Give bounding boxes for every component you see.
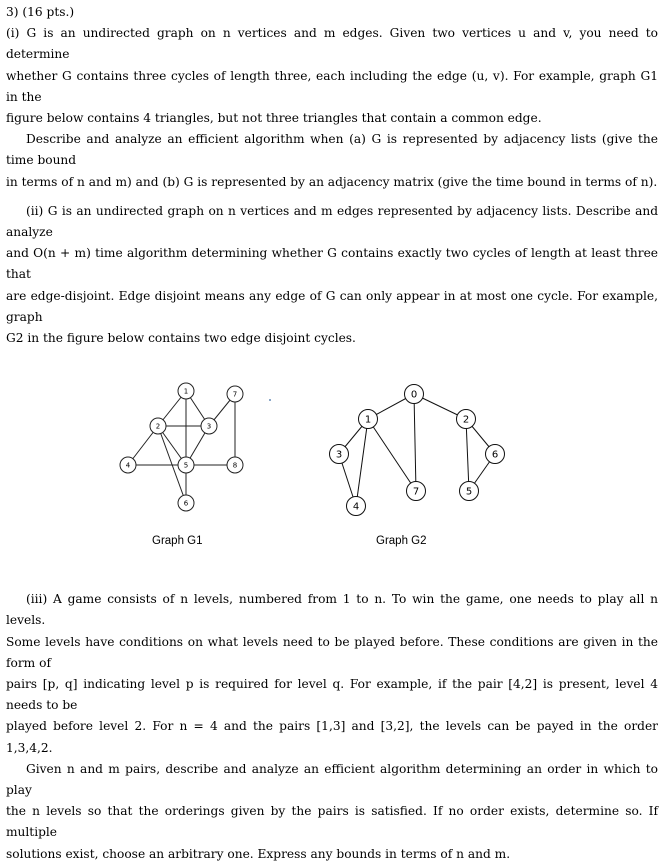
part-ii-line: G2 in the figure below contains two edge disjoint cycles.: [6, 331, 356, 346]
g2-node: [407, 482, 426, 501]
g2-node-label: 2: [462, 414, 470, 426]
g1-node: [178, 457, 194, 473]
g2-edge: [368, 419, 416, 491]
part-iii-line: Some levels have conditions on what levels need to be played before. These conditions are given in the form of: [6, 634, 658, 670]
g2-node-label: 0: [410, 389, 418, 401]
g1-node-label: 2: [155, 422, 161, 431]
g2-node-label: 3: [335, 449, 343, 461]
g2-edge: [414, 394, 416, 491]
g2-edge: [466, 419, 469, 491]
g2-node: [359, 410, 378, 429]
part-iii-line: Given n and m pairs, describe and analyze an efficient algorithm determining an order in which to play: [6, 761, 658, 798]
g2-node: [460, 482, 479, 501]
g1-node-label: 3: [206, 422, 212, 431]
g2-node: [457, 410, 476, 429]
g1-node-label: 5: [183, 461, 189, 470]
problem-header: 3) (16 pts.): [6, 5, 75, 19]
g2-node-label: 1: [364, 414, 372, 426]
part-i-line: in terms of n and m) and (b) G is represented by an adjacency matrix (give the time bound in terms of n).: [6, 174, 658, 189]
g1-node: [227, 457, 243, 473]
g2-node: [486, 445, 505, 464]
graph-figure-svg: [6, 351, 658, 589]
part-iii-line: played before level 2. For n = 4 and the pairs [1,3] and [3,2], the levels can be payed in the order 1,3,4,2.: [6, 719, 658, 755]
graph-g1: [120, 383, 243, 511]
g2-node: [347, 497, 366, 516]
part-i-line: figure below contains 4 triangles, but not three triangles that contain a common edge.: [6, 111, 542, 126]
g1-node-label: 7: [232, 390, 238, 399]
problem-document: [6, 2, 658, 865]
g1-node: [178, 495, 194, 511]
g1-node-label: 6: [183, 499, 189, 508]
g1-node: [120, 457, 136, 473]
g2-node: [330, 445, 349, 464]
part-ii-line: are edge-disjoint. Edge disjoint means any edge of G can only appear in at most one cycle. For example, graph: [6, 288, 658, 324]
part-iii-line: (iii) A game consists of n levels, numbered from 1 to n. To win the game, one needs to play all n levels.: [6, 592, 658, 628]
g1-node: [178, 383, 194, 399]
g1-node: [150, 418, 166, 434]
part-iii-line: pairs [p, q] indicating level p is required for level q. For example, if the pair [4,2] is present, level 4 needs to be: [6, 677, 658, 713]
graph-g2: [330, 385, 505, 516]
part-i-line: whether G contains three cycles of length three, each including the edge (u, v). For example, graph G1 in the: [6, 68, 658, 104]
g1-caption: Graph G1: [152, 535, 203, 548]
part-iii-line: solutions exist, choose an arbitrary one. Express any bounds in terms of n and m.: [6, 846, 511, 861]
g1-node-label: 1: [183, 387, 189, 396]
part-ii-line: (ii) G is an undirected graph on n vertices and m edges represented by adjacency lists. Describe and analyze: [6, 203, 658, 240]
part-iii-line: the n levels so that the orderings given by the pairs is satisfied. If no order exists, determine so. If multiple: [6, 804, 658, 840]
g2-caption: Graph G2: [376, 535, 427, 548]
g1-node-label: 8: [232, 461, 238, 470]
part-ii-line: and O(n + m) time algorithm determining whether G contains exactly two cycles of length at least three that: [6, 246, 658, 282]
part-i-line: Describe and analyze an efficient algorithm when (a) G is represented by adjacency lists (give the time bound: [6, 132, 658, 168]
g1-node: [227, 386, 243, 402]
g1-node: [201, 418, 217, 434]
g2-node: [405, 385, 424, 404]
g2-node-label: 5: [465, 486, 473, 498]
g1-node-label: 4: [125, 461, 131, 470]
g2-node-label: 6: [491, 449, 499, 461]
stray-mark: [269, 399, 271, 401]
graph-figure: [6, 351, 658, 589]
part-i-line: (i) G is an undirected graph on n vertices and m edges. Given two vertices u and v, you need to determine: [6, 26, 658, 62]
g2-node-label: 4: [352, 501, 360, 513]
g2-node-label: 7: [412, 486, 420, 498]
